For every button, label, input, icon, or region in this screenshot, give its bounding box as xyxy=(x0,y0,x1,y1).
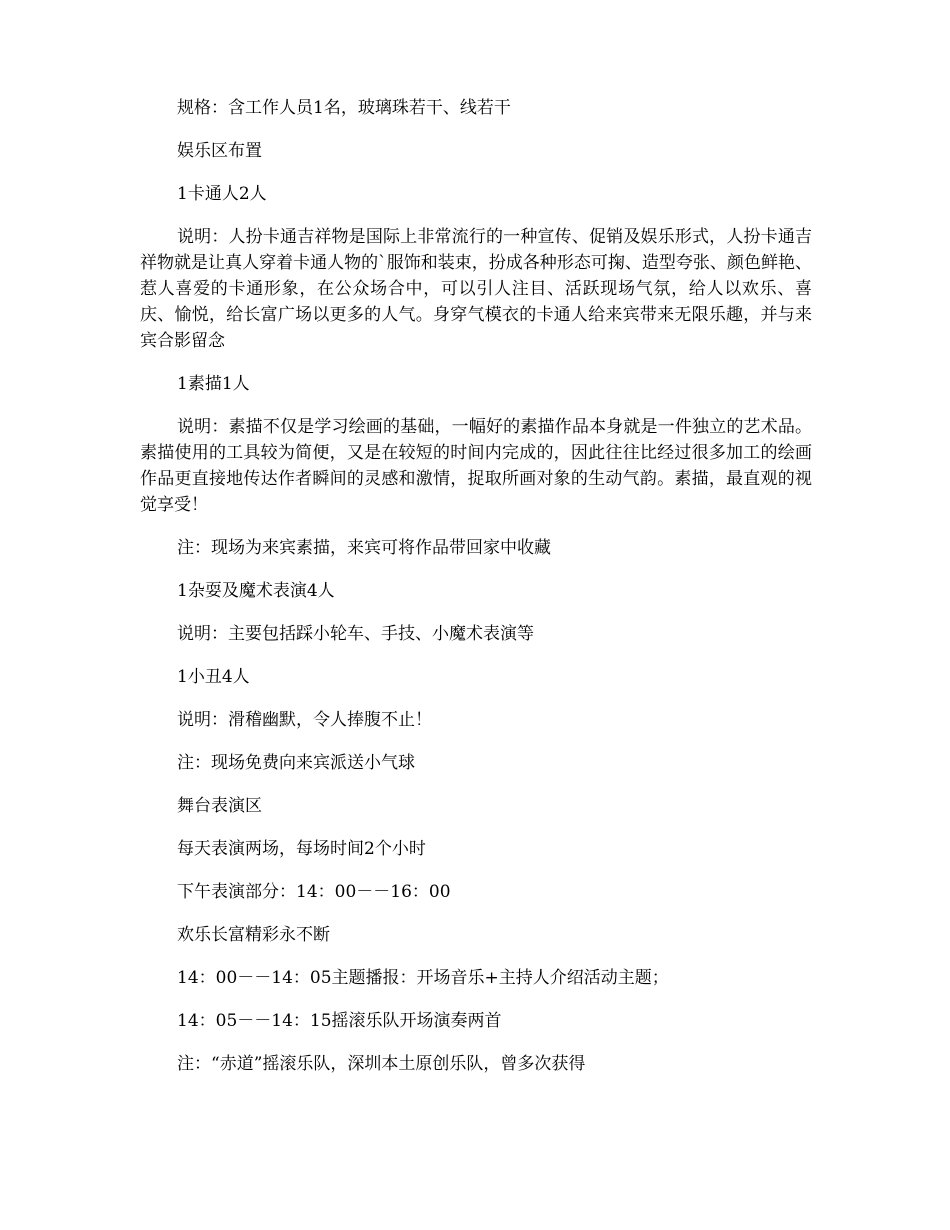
program-item-opening: 14：00－－14：05主题播报：开场音乐+主持人介绍活动主题； xyxy=(177,968,669,988)
program-title: 欢乐长富精彩永不断 xyxy=(177,925,330,945)
document-body xyxy=(140,95,812,1077)
clown-note: 注：现场免费向来宾派送小气球 xyxy=(177,753,415,773)
program-item-rock-band: 14：05－－14：15摇滚乐队开场演奏两首 xyxy=(177,1011,502,1031)
item-sketch: 1素描1人 xyxy=(177,374,250,394)
item-cartoon: 1卡通人2人 xyxy=(177,184,267,204)
sketch-note: 注：现场为来宾素描，来宾可将作品带回家中收藏 xyxy=(177,538,551,558)
item-juggling-magic: 1杂耍及魔术表演4人 xyxy=(177,581,335,601)
spec-line: 规格：含工作人员1名，玻璃珠若干、线若干 xyxy=(177,98,511,118)
clown-description: 说明：滑稽幽默，令人捧腹不止！ xyxy=(177,710,432,730)
section-heading-entertainment: 娱乐区布置 xyxy=(177,141,262,161)
section-heading-stage: 舞台表演区 xyxy=(177,796,262,816)
rock-band-note: 注：“赤道”摇滚乐队，深圳本土原创乐队，曾多次获得 xyxy=(177,1054,586,1074)
item-clown: 1小丑4人 xyxy=(177,667,250,687)
stage-schedule: 每天表演两场，每场时间2个小时 xyxy=(177,839,426,859)
afternoon-session: 下午表演部分：14：00－－16：00 xyxy=(177,882,451,902)
juggling-description: 说明：主要包括踩小轮车、手技、小魔术表演等 xyxy=(177,624,534,644)
sketch-description: 说明：素描不仅是学习绘画的基础，一幅好的素描作品本身就是一件独立的艺术品。素描使用的工具较为简便，又是在较短的时间内完成的，因此往往比经过很多加工的绘画作品更直接地传达作者瞬间的灵感和激情，捉取所画对象的生动气韵。素描，最直观的视觉享受！ xyxy=(140,417,812,515)
cartoon-description: 说明：人扮卡通吉祥物是国际上非常流行的一种宣传、促销及娱乐形式，人扮卡通吉祥物就是让真人穿着卡通人物的`服饰和装束，扮成各种形态可掬、造型夸张、颜色鲜艳、惹人喜爱的卡通形象，在公众场合中，可以引人注目、活跃现场气氛，给人以欢乐、喜庆、愉悦，给长富广场以更多的人气。身穿气模衣的卡通人给来宾带来无限乐趣，并与来宾合影留念 xyxy=(140,227,812,351)
